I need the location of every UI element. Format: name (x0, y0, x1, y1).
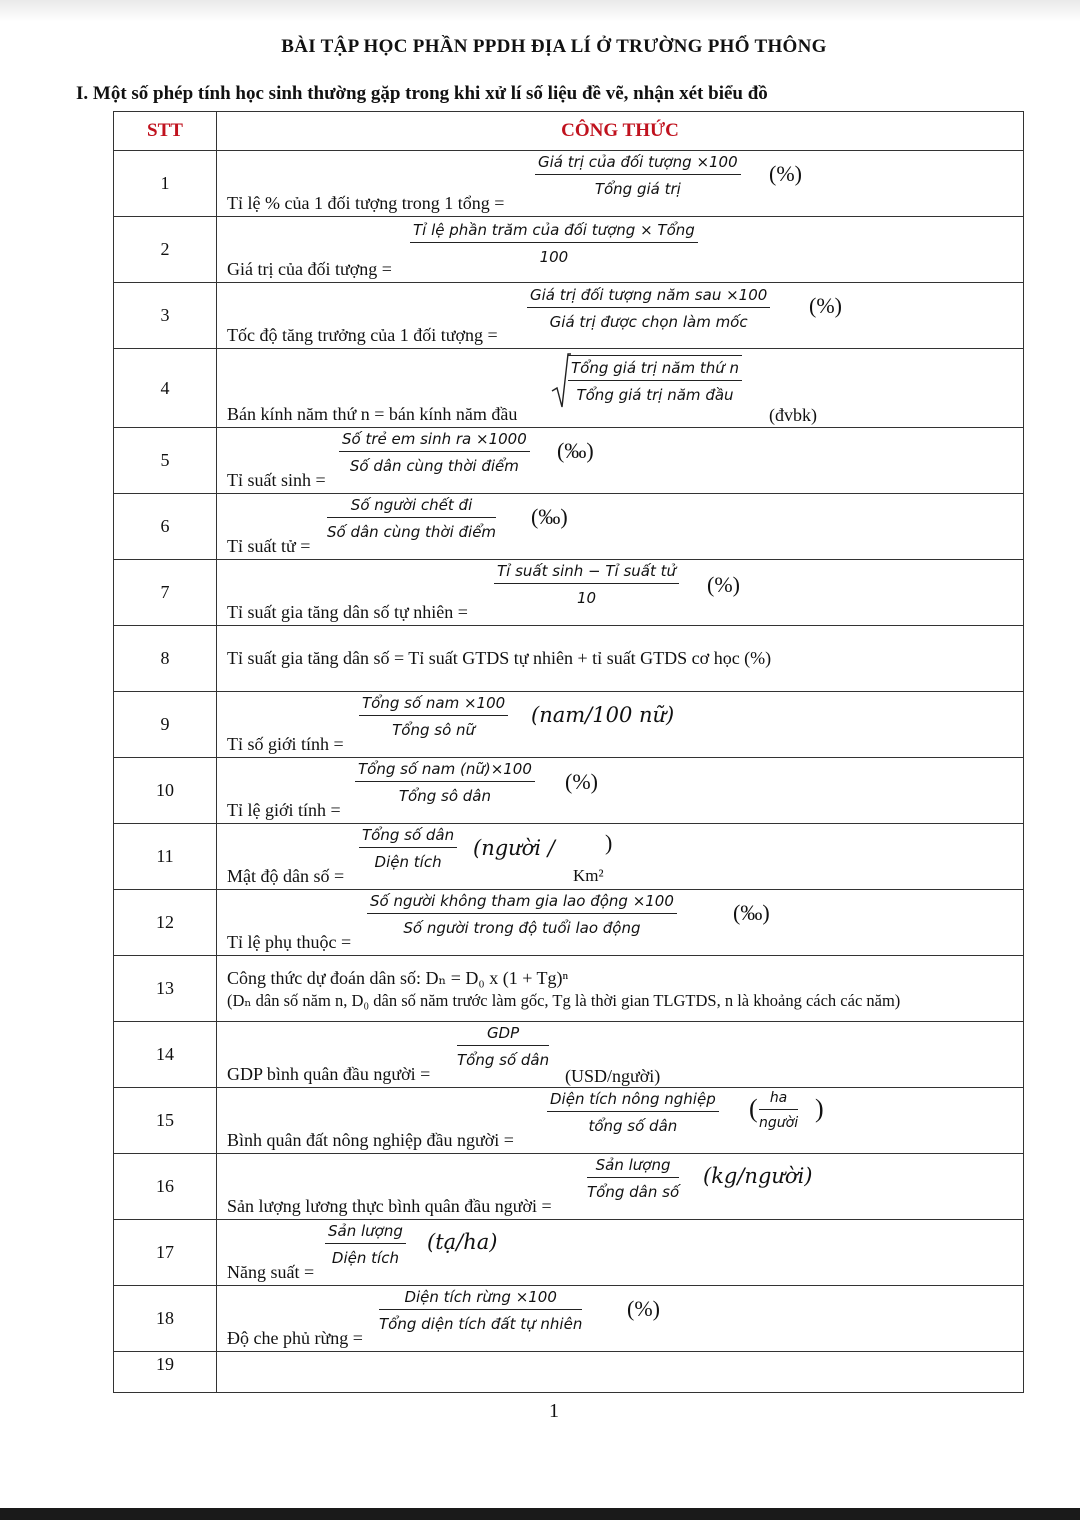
fraction (327, 496, 496, 541)
row-stt: 14 (114, 1022, 217, 1088)
row-stt: 9 (114, 692, 217, 758)
formula-cell (217, 1088, 1024, 1154)
row-stt: 8 (114, 626, 217, 692)
unit: (kg/người) (703, 1164, 813, 1188)
unit: (tạ/ha) (427, 1230, 498, 1254)
numerator: Sản lượng (587, 1156, 679, 1178)
fraction (355, 760, 535, 805)
numerator: GDP (457, 1024, 549, 1046)
formula-label: Sản lượng lương thực bình quân đầu người = (227, 1196, 552, 1216)
row-stt: 11 (114, 824, 217, 890)
formula-cell (217, 283, 1024, 349)
formula-cell (217, 217, 1024, 283)
unit: (%) (627, 1296, 660, 1321)
fraction (410, 221, 698, 266)
formula-cell (217, 1286, 1024, 1352)
formula-label: Năng suất = (227, 1262, 315, 1282)
table-row (114, 349, 1024, 428)
table-row (114, 956, 1024, 1022)
table-row (114, 824, 1024, 890)
unit: (người / (473, 836, 555, 860)
formula-label: Mật độ dân số = (227, 866, 345, 886)
table-row (114, 494, 1024, 560)
table-row (114, 692, 1024, 758)
fraction (325, 1222, 406, 1267)
header-stt: STT (114, 112, 217, 151)
row-stt: 18 (114, 1286, 217, 1352)
denominator: Tổng diện tích đất tự nhiên (379, 1315, 583, 1333)
denominator: tổng số dân (588, 1117, 678, 1135)
unit-numerator: ha (759, 1090, 798, 1110)
formula-cell (217, 1352, 1024, 1393)
formula-note: (Dₙ dân số năm n, D₀ dân số năm trước làm gốc, Tg là thời gian TLGTDS, n là khoảng cách các năm) (227, 991, 901, 1010)
denominator: Số dân cùng thời điểm (349, 457, 519, 475)
table-row (114, 758, 1024, 824)
table-row (114, 1352, 1024, 1393)
numerator: Diện tích nông nghiệp (547, 1090, 719, 1112)
formula-cell (217, 428, 1024, 494)
denominator: Tổng giá trị (594, 180, 681, 198)
fraction (527, 286, 770, 331)
denominator: Số người trong độ tuổi lao động (403, 919, 641, 937)
formula-label: Độ che phủ rừng = (227, 1328, 363, 1348)
fraction (535, 153, 741, 198)
numerator: Tổng số dân (359, 826, 457, 848)
formula-label: Bình quân đất nông nghiệp đầu người = (227, 1130, 514, 1150)
unit-close: ) (605, 830, 613, 855)
numerator: Sản lượng (325, 1222, 406, 1244)
row-stt: 1 (114, 151, 217, 217)
table-row (114, 560, 1024, 626)
formula-cell (217, 890, 1024, 956)
table-row (114, 1022, 1024, 1088)
unit: (‰) (733, 900, 770, 925)
formula-label: GDP bình quân đầu người = (227, 1064, 431, 1084)
fraction (359, 694, 508, 739)
page-number: 1 (549, 1400, 559, 1422)
formula-cell (217, 626, 1024, 692)
denominator: Diện tích (331, 1249, 399, 1267)
formula-cell (217, 1220, 1024, 1286)
formula-text: Tỉ suất gia tăng dân số = Tỉ suất GTDS tự nhiên + tỉ suất GTDS cơ học (%) (227, 648, 772, 668)
unit: (‰) (531, 504, 568, 529)
numerator: Tổng giá trị năm thứ n (568, 359, 742, 381)
fraction (367, 892, 677, 937)
fraction (457, 1024, 549, 1069)
numerator: Tổng số nam (nữ)×100 (355, 760, 535, 782)
numerator: Tỉ suất sinh − Tỉ suất tử (494, 562, 679, 584)
numerator: Diện tích rừng ×100 (379, 1288, 582, 1310)
formula-cell (217, 494, 1024, 560)
denominator: Tổng sô nữ (392, 721, 476, 739)
numerator: Giá trị của đối tượng ×100 (535, 153, 741, 175)
header-formula: CÔNG THỨC (217, 112, 1024, 151)
denominator: Diện tích (374, 853, 442, 871)
table-row (114, 1220, 1024, 1286)
formula-cell (217, 349, 1024, 428)
formula-label: Tốc độ tăng trưởng của 1 đối tượng = (227, 325, 498, 345)
row-stt: 19 (114, 1352, 217, 1393)
formula-label: Tỉ số giới tính = (227, 734, 344, 754)
row-stt: 13 (114, 956, 217, 1022)
bottom-bar (0, 1508, 1080, 1520)
numerator: Số người chết đi (327, 496, 496, 518)
row-stt: 3 (114, 283, 217, 349)
row-stt: 12 (114, 890, 217, 956)
formula-label: Tỉ suất gia tăng dân số tự nhiên = (227, 602, 468, 622)
row-stt: 2 (114, 217, 217, 283)
paren-open-icon: ( (749, 1094, 758, 1123)
paren-close-icon: ) (815, 1094, 824, 1123)
table-row (114, 626, 1024, 692)
fraction (339, 430, 530, 475)
row-stt: 10 (114, 758, 217, 824)
table-row (114, 428, 1024, 494)
fraction (587, 1156, 679, 1201)
formula-label: Giá trị của đối tượng = (227, 259, 392, 279)
formula-label: Tỉ lệ giới tính = (227, 800, 341, 820)
table-row (114, 283, 1024, 349)
table-row (114, 1286, 1024, 1352)
table-header (114, 112, 1024, 151)
denominator: Giá trị được chọn làm mốc (549, 313, 748, 331)
formula-label: Bán kính năm thứ n = bán kính năm đầu (227, 404, 518, 424)
numerator: Số người không tham gia lao động ×100 (367, 892, 677, 914)
row-stt: 5 (114, 428, 217, 494)
denominator: 10 (576, 589, 597, 607)
formula-text: Công thức dự đoán dân số: Dₙ = D₀ x (1 + Tg)ⁿ (227, 968, 569, 988)
denominator: Tổng giá trị năm đầu (576, 386, 734, 404)
unit-fraction (759, 1090, 798, 1131)
fraction (547, 1090, 719, 1135)
denominator: Số dân cùng thời điểm (327, 523, 497, 541)
formula-label: Tỉ suất sinh = (227, 470, 326, 490)
row-stt: 4 (114, 349, 217, 428)
fraction (359, 826, 457, 871)
row-stt: 6 (114, 494, 217, 560)
section-heading: I. Một số phép tính học sinh thường gặp trong khi xử lí số liệu đề vẽ, nhận xét biểu đồ (76, 83, 768, 104)
formula-cell (217, 1154, 1024, 1220)
table-row (114, 217, 1024, 283)
fraction (568, 355, 742, 404)
row-stt: 17 (114, 1220, 217, 1286)
denominator: Tổng dân số (587, 1183, 680, 1201)
unit-denominator: người (759, 1115, 799, 1131)
table-row (114, 1088, 1024, 1154)
unit: (%) (707, 572, 740, 597)
numerator: Tỉ lệ phần trăm của đối tượng × Tổng (410, 221, 698, 243)
formula-cell (217, 151, 1024, 217)
top-shade (0, 0, 1080, 22)
unit: (%) (565, 769, 598, 794)
formula-label: Tỉ suất tử = (227, 536, 311, 556)
table-row (114, 1154, 1024, 1220)
unit: (USD/người) (565, 1066, 661, 1086)
unit: (nam/100 nữ) (531, 703, 675, 727)
denominator: 100 (539, 248, 569, 266)
table-row (114, 890, 1024, 956)
row-stt: 15 (114, 1088, 217, 1154)
numerator: Tổng số nam ×100 (359, 694, 508, 716)
fraction (379, 1288, 582, 1333)
formula-label: Tỉ lệ % của 1 đối tượng trong 1 tổng = (227, 193, 505, 213)
numerator: Số trẻ em sinh ra ×1000 (339, 430, 530, 452)
denominator: Tổng sô dân (398, 787, 492, 805)
unit: (đvbk) (769, 405, 817, 425)
row-stt: 16 (114, 1154, 217, 1220)
formula-cell (217, 1022, 1024, 1088)
fraction (494, 562, 679, 607)
unit: (%) (769, 161, 802, 186)
row-stt: 7 (114, 560, 217, 626)
numerator: Giá trị đối tượng năm sau ×100 (527, 286, 770, 308)
unit: (%) (809, 293, 842, 318)
formula-label: Tỉ lệ phụ thuộc = (227, 932, 352, 952)
formula-cell (217, 692, 1024, 758)
denominator: Tổng số dân (457, 1051, 550, 1069)
unit-sub: Km² (573, 866, 604, 885)
formula-cell (217, 956, 1024, 1022)
formula-cell (217, 758, 1024, 824)
table-row (114, 151, 1024, 217)
formula-cell (217, 824, 1024, 890)
formula-cell (217, 560, 1024, 626)
formula-table (113, 111, 1024, 1393)
unit: (‰) (557, 438, 594, 463)
page-title: BÀI TẬP HỌC PHẦN PPDH ĐỊA LÍ Ở TRƯỜNG PHỔ THÔNG (281, 36, 827, 57)
